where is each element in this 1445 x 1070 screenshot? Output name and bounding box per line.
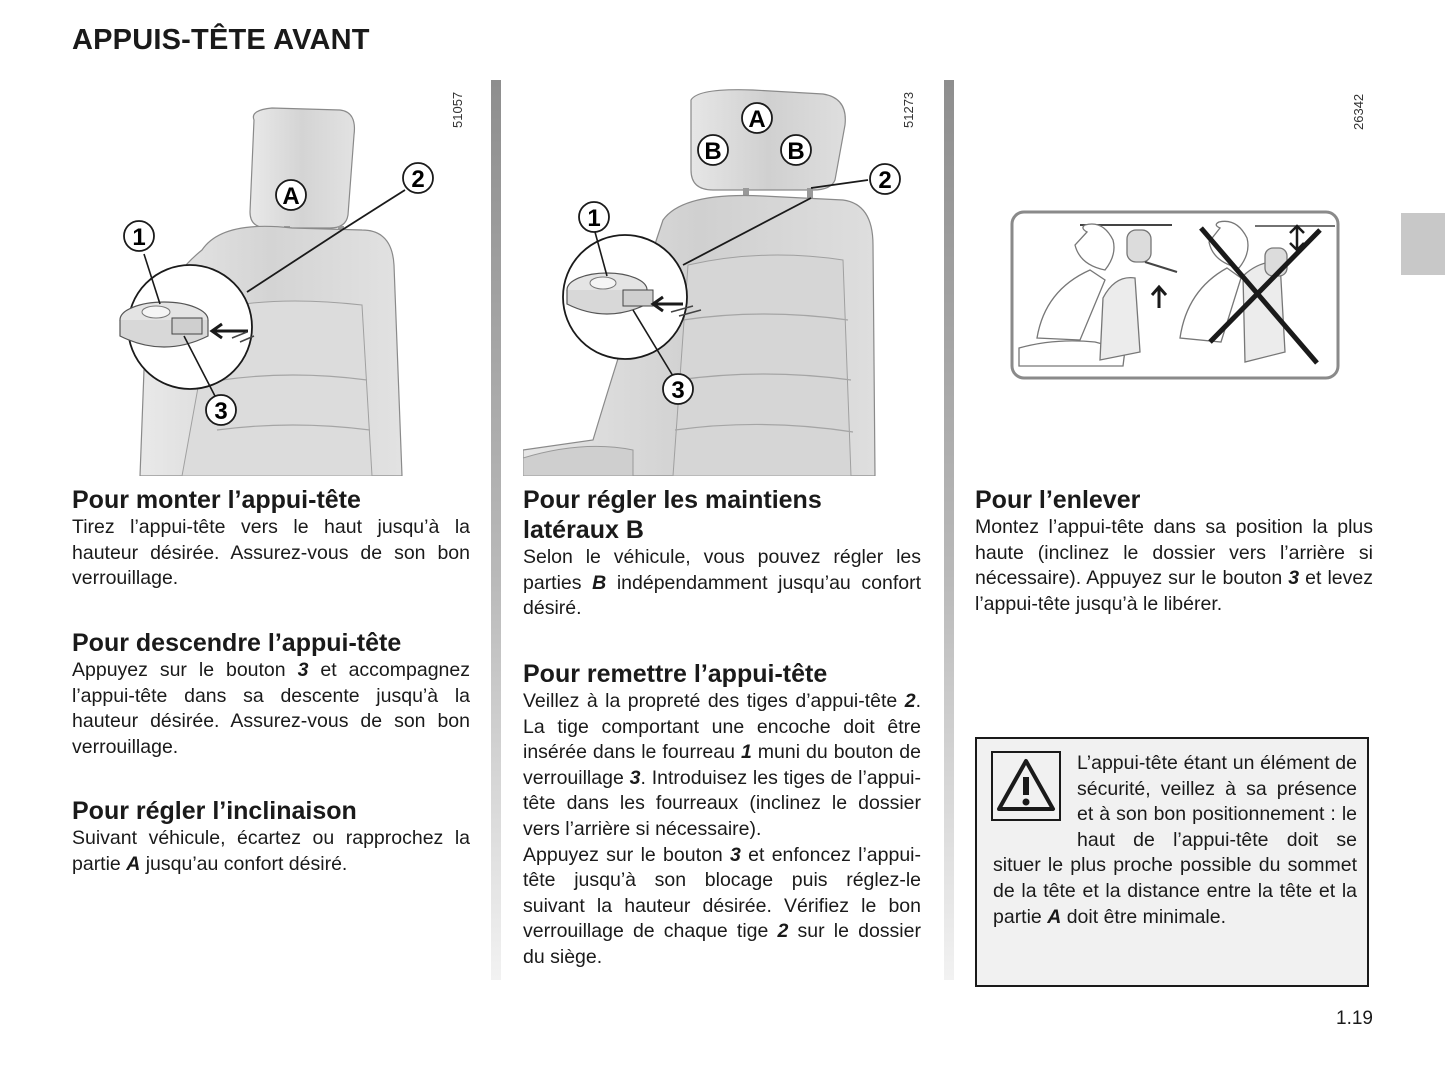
figure-headrest-raise	[72, 80, 470, 476]
figure-lateral-supports	[523, 80, 921, 476]
chapter-tab	[1401, 213, 1445, 275]
svg-text:1: 1	[132, 224, 146, 251]
section-heading: Pour descendre l’appui-tête	[72, 629, 402, 657]
callout-B-left	[698, 135, 728, 165]
callout-B-right	[781, 135, 811, 165]
column-1	[72, 628, 470, 760]
callout-A	[276, 180, 306, 210]
section-heading: Pour l’enlever	[975, 486, 1141, 514]
page-number: 1.19	[1336, 1008, 1373, 1029]
figure-code: 51057	[450, 91, 465, 128]
callout-1	[124, 221, 154, 251]
svg-text:B: B	[704, 138, 722, 165]
figure-code: 26342	[1351, 93, 1366, 130]
section-body: Montez l’appui-tête dans sa position la plus haute (inclinez le dossier vers l’arrière si nécessaire). Appuyez sur le bouton 3 et levez l’appui-tête jusqu’à le libérer.	[975, 516, 1373, 615]
section-body: Appuyez sur le bouton 3 et accompagnez l’appui-tête dans sa descente jusqu’à la hauteur désirée. Assurez-vous de son bon verrouillage.	[72, 659, 470, 758]
section-body: Appuyez sur le bouton 3 et enfoncez l’appui-tête jusqu’à son blocage puis réglez-le suivant la hauteur désirée. Vérifiez le bon verrouillage de chaque tige 2 sur le dossier du siège.	[523, 843, 922, 968]
callout-A	[742, 103, 772, 133]
svg-text:3: 3	[671, 377, 685, 404]
section-body: Selon le véhicule, vous pouvez régler les parties B indépendamment jusqu’au confort désiré.	[523, 546, 921, 620]
column-divider	[491, 80, 501, 980]
ref-letter: A	[1047, 905, 1062, 928]
svg-text:B: B	[787, 138, 805, 165]
warning-text: L’appui-tête étant un élément de sécurité, veillez à sa présence et à son bon positionnement : le haut de l’appui-tête doit se situer le plus proche possible du sommet de la tête et la distance entre la tête et la partie A doit être minimale.	[993, 752, 1357, 928]
callout-2	[870, 164, 900, 194]
section-heading: Pour remettre l’appui-tête	[523, 660, 828, 688]
section-body: Suivant véhicule, écartez ou rapprochez la partie A jusqu’au confort désiré.	[72, 827, 470, 875]
seat-illustration	[523, 80, 921, 476]
column-2	[523, 659, 921, 971]
ref-number: 3	[297, 659, 309, 681]
figure-code: 51273	[901, 91, 916, 128]
section-body: Veillez à la propreté des tiges d’appui-tête 2. La tige comportant une encoche doit être insérée dans le fourreau 1 muni du bouton de verrouillage 3. Introduisez les tiges de l’appui-tête dans les fourreaux (inclinez le dossier vers l’arrière si nécessaire).	[523, 690, 921, 840]
svg-text:A: A	[748, 106, 766, 133]
section-body: Tirez l’appui-tête vers le haut jusqu’à la hauteur désirée. Assurez-vous de son bon verrouillage.	[72, 516, 470, 590]
head-position-diagram	[975, 80, 1373, 476]
section-heading: Pour régler l’inclinaison	[72, 797, 357, 825]
figure-headrest-position	[975, 80, 1373, 476]
svg-text:3: 3	[214, 398, 228, 425]
warning-box	[975, 737, 1369, 987]
section-heading: Pour monter l’appui-tête	[72, 486, 361, 514]
svg-text:2: 2	[878, 167, 892, 194]
section-heading: Pour régler les maintiens latéraux B	[523, 486, 822, 544]
ref-number: 3	[1288, 567, 1300, 590]
callout-3	[206, 395, 236, 425]
column-1	[72, 796, 470, 877]
callout-2	[403, 163, 433, 193]
svg-text:1: 1	[587, 205, 601, 232]
svg-text:2: 2	[411, 166, 425, 193]
callout-3	[663, 374, 693, 404]
callout-1	[579, 202, 609, 232]
svg-text:A: A	[282, 183, 300, 210]
page-title: APPUIS-TÊTE AVANT	[72, 24, 370, 56]
column-3	[975, 485, 1373, 617]
ref-letter: A	[126, 852, 141, 875]
seat-illustration	[72, 80, 470, 476]
ref-letter: B	[592, 571, 607, 594]
column-2	[523, 485, 921, 622]
column-1	[72, 485, 470, 592]
column-divider	[944, 80, 954, 980]
